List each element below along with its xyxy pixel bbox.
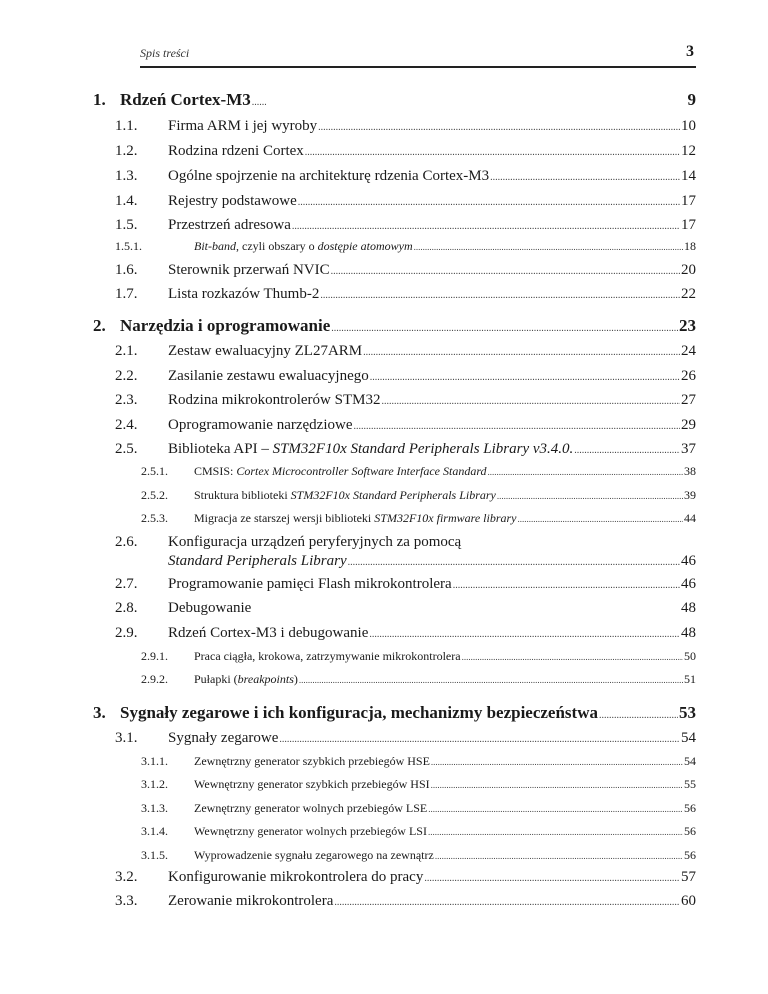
toc-number: 2.5.2.: [141, 488, 168, 502]
running-header-title: Spis treści: [140, 46, 190, 60]
toc-page: 56: [684, 824, 696, 838]
toc-subsection-2-9-1[interactable]: [141, 649, 696, 664]
toc-title: Zerowanie mikrokontrolera: [168, 893, 334, 909]
toc-page: 50: [684, 649, 696, 663]
toc-title: Rejestry podstawowe: [168, 193, 297, 209]
toc-page: 10: [681, 118, 696, 134]
toc-page: 53: [679, 703, 696, 722]
toc-page: 48: [681, 600, 696, 616]
toc-title: CMSIS: Cortex Microcontroller Software Interface Standard: [194, 464, 487, 478]
toc-section-3-1[interactable]: [115, 730, 696, 747]
toc-subsection-2-5-2[interactable]: [141, 488, 696, 503]
toc-page: 44: [684, 511, 696, 525]
toc-section-2-5[interactable]: [115, 441, 696, 458]
leader-dots: [381, 396, 680, 407]
toc-number: 2.2.: [115, 368, 138, 384]
toc-title: Bit-band, czyli obszary o dostępie atomowym: [194, 239, 413, 253]
toc-subsection-2-5-1[interactable]: [141, 464, 696, 479]
leader-dots: [305, 147, 680, 158]
toc-subsection-2-9-2[interactable]: [141, 672, 696, 687]
toc-page: 56: [684, 801, 696, 815]
toc-number: 2.1.: [115, 343, 138, 359]
toc-page: 22: [681, 286, 696, 302]
toc-chapter-3[interactable]: [93, 703, 696, 723]
toc-subsection-3-1-4[interactable]: [141, 824, 696, 839]
toc-page: 29: [681, 417, 696, 433]
toc-page: 38: [684, 464, 696, 478]
leader-dots: [279, 734, 680, 745]
toc-number: 2.4.: [115, 417, 138, 433]
toc-number: 2.5.3.: [141, 511, 168, 525]
toc-number: 1.7.: [115, 286, 138, 302]
toc-number: 3.1.: [115, 730, 138, 746]
toc-subsection-3-1-5[interactable]: [141, 848, 696, 863]
leader-dots: [252, 97, 266, 108]
toc-page: 9: [687, 90, 696, 109]
leader-dots: [318, 122, 680, 133]
toc-section-1-3[interactable]: [115, 168, 696, 185]
toc-title: Praca ciągła, krokowa, zatrzymywanie mikrokontrolera: [194, 649, 461, 663]
toc-page: 18: [684, 239, 696, 253]
toc-title: Sterownik przerwań NVIC: [168, 262, 330, 278]
toc-page: 37: [681, 441, 696, 457]
leader-dots: [428, 827, 683, 837]
toc-title: Konfigurowanie mikrokontrolera do pracy: [168, 869, 424, 885]
toc-title: Lista rozkazów Thumb-2: [168, 286, 320, 302]
toc-number: 1.4.: [115, 193, 138, 209]
toc-number: 2.9.1.: [141, 649, 168, 663]
toc-number: 2.8.: [115, 600, 138, 616]
toc-number: 2.3.: [115, 392, 138, 408]
toc-page: 23: [679, 316, 696, 335]
toc-page: 24: [681, 343, 696, 359]
toc-title: Sygnały zegarowe i ich konfiguracja, mechanizmy bezpieczeństwa: [120, 703, 598, 722]
toc-title-continuation: Standard Peripherals Library: [168, 553, 347, 569]
toc-section-1-4[interactable]: [115, 193, 696, 210]
toc-chapter-1[interactable]: [93, 90, 696, 110]
leader-dots: [428, 804, 683, 814]
running-header: [140, 42, 696, 68]
leader-dots: [435, 851, 683, 861]
toc-page: 12: [681, 143, 696, 159]
leader-dots: [574, 445, 680, 456]
toc-number: 3.3.: [115, 893, 138, 909]
toc-section-2-7[interactable]: [115, 576, 696, 593]
toc-section-1-7[interactable]: [115, 286, 696, 303]
toc-number: 3.1.5.: [141, 848, 168, 862]
toc-number: 3.2.: [115, 869, 138, 885]
toc-page: 17: [681, 217, 696, 233]
toc-section-2-8[interactable]: [115, 600, 696, 617]
toc-title: Struktura biblioteki STM32F10x Standard Peripherals Library: [194, 488, 496, 502]
toc-page: 14: [681, 168, 696, 184]
toc-number: 1.5.: [115, 217, 138, 233]
leader-dots: [431, 780, 683, 790]
toc-section-3-2[interactable]: [115, 869, 696, 886]
leader-dots: [453, 580, 680, 591]
toc-subsection-2-5-3[interactable]: [141, 511, 696, 526]
leader-dots: [348, 557, 680, 568]
toc-title: Biblioteka API – STM32F10x Standard Peripherals Library v3.4.0.: [168, 441, 574, 457]
toc-page: 27: [681, 392, 696, 408]
leader-dots: [363, 347, 680, 358]
leader-dots: [518, 514, 684, 524]
toc-section-2-3[interactable]: [115, 392, 696, 409]
leader-dots: [320, 290, 680, 301]
toc-section-1-2[interactable]: [115, 143, 696, 160]
toc-title: Konfiguracja urządzeń peryferyjnych za pomocą: [168, 534, 462, 550]
leader-dots: [292, 221, 680, 232]
toc-number: 3.1.2.: [141, 777, 168, 791]
toc-section-1-1[interactable]: [115, 118, 696, 135]
toc-section-1-6[interactable]: [115, 262, 696, 279]
leader-dots: [354, 421, 681, 432]
toc-number: 2.9.: [115, 625, 138, 641]
leader-dots: [331, 266, 680, 277]
leader-dots: [414, 242, 683, 252]
toc-section-2-4[interactable]: [115, 417, 696, 434]
toc-title: Firma ARM i jej wyroby: [168, 118, 318, 134]
toc-number: 3.1.4.: [141, 824, 168, 838]
leader-dots: [369, 629, 680, 640]
toc-number: 2.7.: [115, 576, 138, 592]
leader-dots: [299, 675, 683, 685]
toc-title: Pułapki (breakpoints): [194, 672, 298, 686]
toc-page: 26: [681, 368, 696, 384]
toc-title: Migracja ze starszej wersji biblioteki STM32F10x firmware library: [194, 511, 517, 525]
toc-page: 57: [681, 869, 696, 885]
page-number: 3: [686, 43, 694, 60]
toc-section-3-3[interactable]: [115, 893, 696, 910]
toc-title: Debugowanie: [168, 600, 252, 616]
leader-dots: [370, 372, 680, 383]
toc-title: Oprogramowanie narzędziowe: [168, 417, 353, 433]
toc-title: Zasilanie zestawu ewaluacyjnego: [168, 368, 369, 384]
leader-dots: [490, 172, 680, 183]
toc-page: 46: [681, 576, 696, 592]
toc-subsection-3-1-2[interactable]: [141, 777, 696, 792]
toc-subsection-1-5-1[interactable]: [115, 239, 696, 254]
toc-number: 2.5.1.: [141, 464, 168, 478]
toc-section-2-1[interactable]: [115, 343, 696, 360]
toc-page: 60: [681, 893, 696, 909]
toc-number: 1.6.: [115, 262, 138, 278]
toc-title: Wewnętrzny generator szybkich przebiegów HSI: [194, 777, 430, 791]
toc-number: 2.9.2.: [141, 672, 168, 686]
toc-page: 51: [684, 672, 696, 686]
toc-page: 20: [681, 262, 696, 278]
toc-page: 48: [681, 625, 696, 641]
toc-section-2-9[interactable]: [115, 625, 696, 642]
toc-title: Zewnętrzny generator wolnych przebiegów LSE: [194, 801, 428, 815]
toc-subsection-3-1-3[interactable]: [141, 801, 696, 816]
toc-title: Przestrzeń adresowa: [168, 217, 291, 233]
toc-section-2-2[interactable]: [115, 368, 696, 385]
toc-number: 1.: [93, 90, 106, 109]
toc-title: Zewnętrzny generator szybkich przebiegów HSE: [194, 754, 430, 768]
leader-dots: [298, 197, 680, 208]
toc-title: Programowanie pamięci Flash mikrokontrolera: [168, 576, 452, 592]
toc-subsection-3-1-1[interactable]: [141, 754, 696, 769]
toc-number: 3.1.3.: [141, 801, 168, 815]
toc-number: 1.3.: [115, 168, 138, 184]
toc-title: Zestaw ewaluacyjny ZL27ARM: [168, 343, 363, 359]
leader-dots: [599, 710, 678, 721]
leader-dots: [331, 323, 678, 334]
leader-dots: [334, 897, 680, 908]
toc-number: 2.: [93, 316, 106, 335]
toc-title: Wyprowadzenie sygnału zegarowego na zewnątrz: [194, 848, 434, 862]
toc-chapter-2[interactable]: [93, 316, 696, 336]
toc-title: Wewnętrzny generator wolnych przebiegów LSI: [194, 824, 427, 838]
toc-number: 2.5.: [115, 441, 138, 457]
toc-number: 2.6.: [115, 534, 138, 550]
toc-number: 3.1.1.: [141, 754, 168, 768]
toc-title: Rdzeń Cortex-M3: [120, 90, 251, 109]
toc-page: 55: [684, 777, 696, 791]
toc-section-1-5[interactable]: [115, 217, 696, 234]
toc-number: 1.1.: [115, 118, 138, 134]
toc-title: Ogólne spojrzenie na architekturę rdzenia Cortex-M3: [168, 168, 490, 184]
toc-number: 3.: [93, 703, 106, 722]
toc-number: 1.2.: [115, 143, 138, 159]
leader-dots: [431, 757, 683, 767]
leader-dots: [497, 491, 683, 501]
toc-page: 46: [681, 553, 696, 569]
toc-title: Rodzina mikrokontrolerów STM32: [168, 392, 381, 408]
leader-dots: [424, 873, 680, 884]
toc-title: Narzędzia i oprogramowanie: [120, 316, 331, 335]
toc-number: 1.5.1.: [115, 239, 142, 253]
toc-page: 39: [684, 488, 696, 502]
toc-page: 54: [681, 730, 696, 746]
toc-title: Sygnały zegarowe: [168, 730, 279, 746]
leader-dots: [462, 652, 683, 662]
toc-title: Rdzeń Cortex-M3 i debugowanie: [168, 625, 369, 641]
leader-dots: [488, 467, 683, 477]
toc-page: 17: [681, 193, 696, 209]
toc-page: 56: [684, 848, 696, 862]
toc-title: Rodzina rdzeni Cortex: [168, 143, 304, 159]
toc-page: 54: [684, 754, 696, 768]
